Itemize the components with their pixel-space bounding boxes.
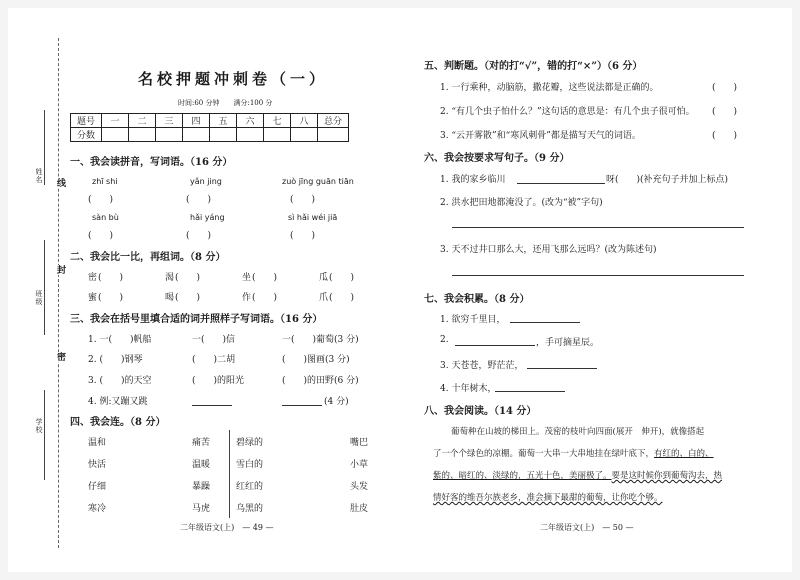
example-item: 4. 例:又蹦又跳 (88, 397, 148, 407)
section-8-heading: 八、我会阅读。（14 分） (424, 406, 537, 417)
name-label: 姓名 (35, 168, 43, 184)
answer-blank[interactable] (517, 183, 605, 184)
fill-item[interactable]: ( )的田野(6 分) (282, 376, 359, 386)
match-word[interactable]: 碧绿的 (236, 438, 264, 448)
sentence-item: 1. 我的家乡临川 (440, 175, 506, 185)
answer-blank[interactable] (527, 368, 597, 369)
section-3-heading: 三、我会在括号里填合适的词并照样子写词语。（16 分） (70, 314, 323, 325)
score-table (70, 113, 349, 142)
compare-char: 密 (88, 273, 98, 283)
binding-line (58, 38, 59, 548)
compare-char: 瓜 (319, 273, 329, 283)
match-word[interactable]: 红红的 (236, 482, 264, 492)
match-word[interactable]: 温和 (88, 438, 107, 448)
judge-item: 3. “云开雾散”和“寒风刺骨”都是描写天气的词语。 (440, 131, 641, 141)
answer-blank[interactable] (192, 405, 232, 406)
answer-paren[interactable]: ( ) (175, 273, 201, 283)
judge-item: 1. 一行乘种，动脑筋，撒花瓣，这些说法都是正确的。 (440, 83, 659, 93)
compare-char: 作 (242, 293, 252, 303)
answer-paren[interactable]: ( ) (290, 195, 316, 205)
match-word[interactable]: 仔细 (88, 482, 107, 492)
match-word[interactable]: 头发 (350, 482, 369, 492)
answer-paren[interactable]: ( ) (88, 195, 114, 205)
passage-line: 情好客的维吾尔族老乡，准会摘下最甜的葡萄，让你吃个够。 (433, 493, 663, 503)
pinyin-5: hǎi yáng (190, 213, 225, 222)
sentence-item: 呀( )(补充句子并加上标点) (606, 175, 729, 185)
answer-blank[interactable] (455, 345, 535, 346)
answer-paren[interactable]: ( ) (98, 293, 124, 303)
match-word[interactable]: 痛苦 (192, 438, 211, 448)
match-word[interactable]: 温暖 (192, 460, 211, 470)
pinyin-3: zuò jīng guān tiān (282, 177, 354, 186)
passage-line: 了一个个绿色的凉棚。葡萄一大串一大串地挂在绿叶底下，有红的、白的、 (433, 449, 714, 459)
answer-paren[interactable]: ( ) (88, 231, 114, 241)
name-blank-line (44, 110, 45, 185)
compare-char: 爪 (319, 293, 329, 303)
answer-blank[interactable] (282, 405, 322, 406)
match-word[interactable]: 肚皮 (350, 504, 369, 514)
answer-line[interactable] (452, 275, 744, 276)
exam-subtitle: 时间:60 分钟 满分:100 分 (178, 99, 273, 107)
poem-item: 4. 十年树木， (440, 384, 497, 394)
score-table-score-row: 分数 (71, 128, 349, 142)
fill-item[interactable]: ( )二胡 (192, 355, 236, 365)
section-2-heading: 二、我会比一比，再组词。（8 分） (70, 252, 226, 263)
reading-passage (433, 421, 743, 509)
passage-line: 葡萄种在山坡的梯田上。茂密的枝叶向四面(展开 伸开)，就像搭起 (451, 427, 705, 437)
answer-paren[interactable]: ( ) (186, 195, 212, 205)
fill-item[interactable]: 一( )信 (192, 335, 236, 345)
compare-char: 坐 (242, 273, 252, 283)
compare-char: 喝 (165, 293, 175, 303)
fill-item[interactable]: 2. ( )钢琴 (88, 355, 143, 365)
school-blank-line (44, 390, 45, 480)
fill-item[interactable]: 1. 一( )帆船 (88, 335, 152, 345)
answer-paren[interactable]: ( ) (186, 231, 212, 241)
page-footer-left: 二年级语文(上) — 49 — (180, 523, 274, 532)
match-word[interactable]: 马虎 (192, 504, 211, 514)
binding-feng: 封 (55, 265, 65, 275)
page-title: 名校押题冲刺卷（一） (137, 70, 328, 88)
compare-char: 渴 (165, 273, 175, 283)
example-points: (4 分) (324, 397, 349, 407)
class-blank-line (44, 240, 45, 335)
judge-item: 2. “有几个虫子怕什么？”这句话的意思是：有几个虫子很可怕。 (440, 107, 695, 117)
match-word[interactable]: 快活 (88, 460, 107, 470)
section-5-heading: 五、判断题。（对的打“√”，错的打“×”）（6 分） (424, 61, 643, 72)
fill-item[interactable]: ( )图画(3 分) (282, 355, 350, 365)
score-table-header-row: 题号 一 二 三 四 五 六 七 八 总分 (71, 114, 349, 128)
match-word[interactable]: 乌黑的 (236, 504, 264, 514)
class-label: 班级 (35, 290, 43, 306)
pinyin-1: zhī shi (92, 177, 118, 186)
section-4-heading: 四、我会连。（8 分） (70, 417, 166, 428)
sentence-item: 2. 洪水把田地都淹没了。(改为“被”字句) (440, 198, 603, 208)
judge-answer[interactable]: ( ) (712, 131, 738, 141)
binding-mi: 密 (55, 352, 65, 362)
school-label: 学校 (35, 418, 43, 434)
answer-paren[interactable]: ( ) (98, 273, 124, 283)
section-6-heading: 六、我会按要求写句子。（9 分） (424, 153, 570, 164)
judge-answer[interactable]: ( ) (712, 83, 738, 93)
answer-blank[interactable] (495, 391, 565, 392)
binding-xian: 线 (55, 178, 65, 188)
section-1-heading: 一、我会读拼音，写词语。（16 分） (70, 157, 233, 168)
passage-line: 紫的、暗红的、淡绿的，五光十色，美丽极了。要是这时候你到葡萄沟去，热 (433, 471, 723, 481)
section-7-heading: 七、我会积累。（8 分） (424, 294, 530, 305)
answer-paren[interactable]: ( ) (252, 273, 278, 283)
sentence-item: 3. 天不过井口那么大，还用飞那么远吗？(改为陈述句) (440, 245, 657, 255)
page-footer-right: 二年级语文(上) — 50 — (540, 523, 634, 532)
column-divider (229, 430, 230, 518)
judge-answer[interactable]: ( ) (712, 107, 738, 117)
match-word[interactable]: 暴躁 (192, 482, 211, 492)
poem-item: 1. 欲穷千里目， (440, 315, 506, 325)
compare-char: 蜜 (88, 293, 98, 303)
answer-paren[interactable]: ( ) (329, 273, 355, 283)
poem-item: 2. (440, 335, 449, 345)
answer-paren[interactable]: ( ) (290, 231, 316, 241)
answer-paren[interactable]: ( ) (329, 293, 355, 303)
poem-item: 3. 天苍苍，野茫茫， (440, 361, 524, 371)
pinyin-4: sàn bù (92, 213, 119, 222)
fill-item[interactable]: 3. ( )的天空 (88, 376, 152, 386)
answer-line[interactable] (452, 227, 744, 228)
match-word[interactable]: 寒冷 (88, 504, 107, 514)
answer-paren[interactable]: ( ) (252, 293, 278, 303)
match-word[interactable]: 小草 (350, 460, 369, 470)
pinyin-6: sì hǎi wéi jiā (288, 213, 338, 222)
pinyin-2: yǎn jing (190, 177, 222, 186)
answer-blank[interactable] (510, 322, 580, 323)
match-word[interactable]: 嘴巴 (350, 438, 369, 448)
poem-item: ，手可摘星辰。 (536, 338, 600, 348)
fill-item[interactable]: ( )的阳光 (192, 376, 245, 386)
fill-item[interactable]: 一( )葡萄(3 分) (282, 335, 359, 345)
answer-paren[interactable]: ( ) (175, 293, 201, 303)
match-word[interactable]: 雪白的 (236, 460, 264, 470)
